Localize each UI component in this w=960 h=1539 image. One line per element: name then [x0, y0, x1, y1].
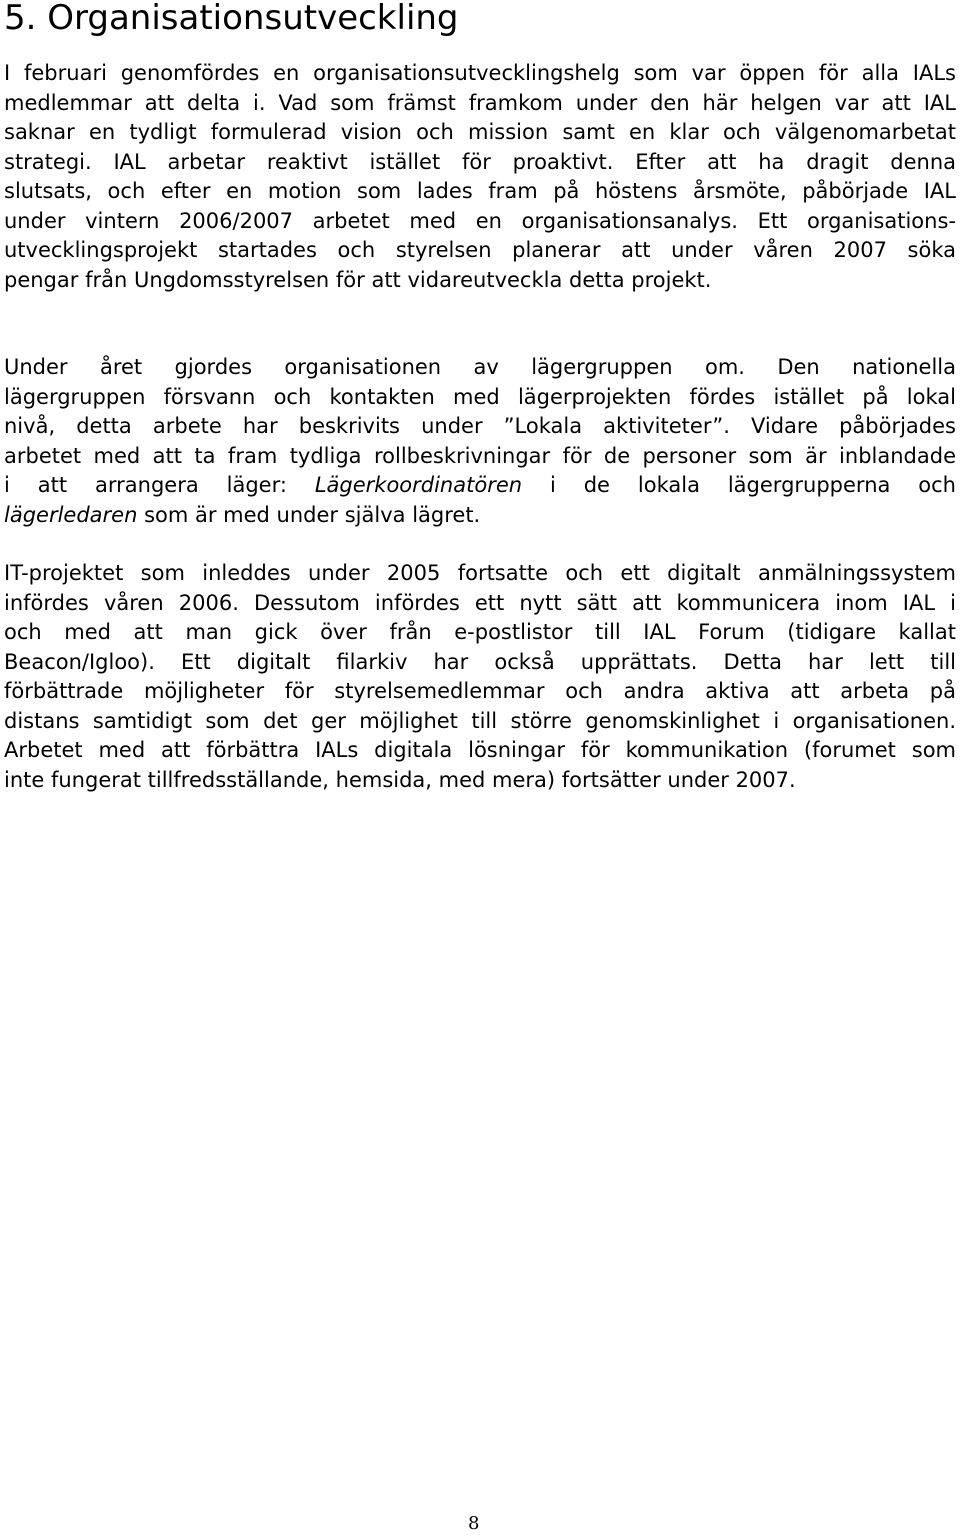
text-line: lägergruppen försvann och kontakten med lägerprojekten fördes istället på lokal — [4, 384, 956, 409]
text-line — [4, 471, 956, 501]
text-line: arbetet med att ta fram tydliga rollbeskrivningar för de personer som är inblandade — [4, 443, 956, 468]
text-line: förbättrade möjligheter för styrelsemedlemmar och andra aktiva att arbeta på — [4, 679, 956, 703]
text-line: infördes våren 2006. Dessutom infördes ett nytt sätt att kommunicera inom IAL i — [4, 590, 956, 615]
section-heading: 5. Organisationsutveckling — [4, 0, 459, 38]
text-line — [4, 501, 956, 531]
text-line: I februari genomfördes en organisationsutvecklingshelg som var öppen för alla IALs — [4, 61, 956, 85]
paragraph-organisation-weekend — [4, 59, 956, 295]
text-line: strategi. IAL arbetar reaktivt istället för proaktivt. Efter att ha dragit denna — [4, 149, 956, 174]
text-line: och med att man gick över från e-postlistor till IAL Forum (tidigare kallat — [4, 620, 956, 644]
text-line: Beacon/Igloo). Ett digitalt filarkiv har också upprättats. Detta har lett till — [4, 649, 956, 674]
text-segment: i att arrangera läger: — [4, 473, 315, 497]
text-line: Arbetet med att förbättra IALs digitala lösningar för kommunikation (forumet som — [4, 738, 956, 762]
emphasis-term: lägerledaren — [4, 502, 138, 527]
text-line: inte fungerat tillfredsställande, hemsida, med mera) fortsätter under 2007. — [4, 767, 796, 792]
text-line: slutsats, och efter en motion som lades fram på höstens årsmöte, påbörjade IAL — [4, 179, 956, 203]
paragraph-it-project — [4, 559, 956, 795]
text-line: medlemmar att delta i. Vad som främst framkom under den här helgen var att IAL — [4, 90, 956, 115]
text-line: saknar en tydligt formulerad vision och mission samt en klar och välgenomarbetat — [4, 120, 956, 144]
text-line: IT-projektet som inleddes under 2005 fortsatte och ett digitalt anmälningssystem — [4, 561, 956, 585]
emphasis-term: Lägerkoordinatören — [314, 473, 523, 497]
text-line: nivå, detta arbete har beskrivits under ”Lokala aktiviteter”. Vidare påbörjades — [4, 414, 956, 438]
text-segment: i de lokala lägergrupperna och — [522, 473, 956, 497]
paragraph-camp-group — [4, 353, 956, 530]
text-line: under vintern 2006/2007 arbetet med en organisationsanalys. Ett organisations- — [4, 208, 956, 233]
text-line: utvecklingsprojekt startades och styrelsen planerar att under våren 2007 söka — [4, 238, 956, 262]
page-number: 8 — [468, 1513, 480, 1534]
text-segment: som är med under själva lägret. — [137, 502, 481, 527]
text-line: Under året gjordes organisationen av lägergruppen om. Den nationella — [4, 355, 956, 379]
text-line: pengar från Ungdomsstyrelsen för att vidareutveckla detta projekt. — [4, 267, 712, 292]
text-line: distans samtidigt som det ger möjlighet till större genomskinlighet i organisationen. — [4, 708, 956, 733]
